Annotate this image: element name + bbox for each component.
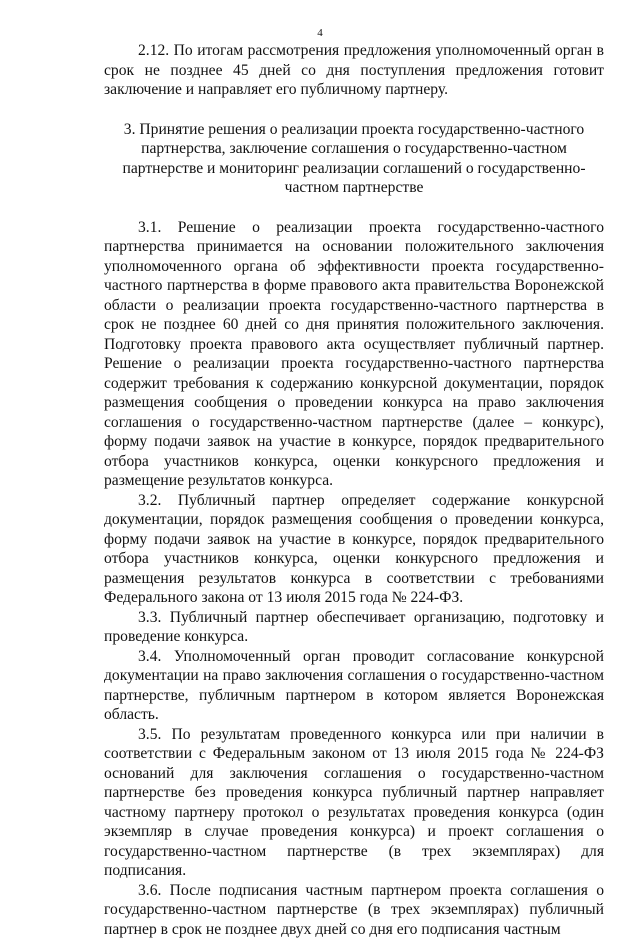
paragraph-3-3: 3.3. Публичный партнер обеспечивает организацию, подготовку и проведение конкурса. [104,608,604,647]
page-number: 4 [0,26,640,40]
paragraph-3-5: 3.5. По результатам проведенного конкурса или при наличии в соответствии с Федеральным законом от 13 июля 2015 года № 224-ФЗ оснований для заключения соглашения о государственно-частном партнерстве без проведения конкурса публичный партнер направляет частному партнеру протокол о результатах проведения конкурса (один экземпляр в случае проведения конкурса) и проект соглашения о государственно-частном партнерстве (в трех экземплярах) для подписания. [104,725,604,881]
spacer [104,198,604,218]
spacer [104,100,604,120]
document-body [104,41,604,939]
paragraph-2-12: 2.12. По итогам рассмотрения предложения уполномоченный орган в срок не позднее 45 дней со дня поступления предложения готовит заключение и направляет его публичному партнеру. [104,41,604,100]
paragraph-3-4: 3.4. Уполномоченный орган проводит согласование конкурсной документации на право заключения соглашения о государственно-частном партнерстве, публичным партнером в котором является Воронежская область. [104,647,604,725]
paragraph-3-1: 3.1. Решение о реализации проекта государственно-частного партнерства принимается на основании положительного заключения уполномоченного органа об эффективности проекта государственно-частного партнерства в форме правового акта правительства Воронежской области о реализации проекта государственно-частного партнерства в срок не позднее 60 дней со дня принятия положительного заключения. Подготовку проекта правового акта осуществляет публичный партнер. Решение о реализации проекта государственно-частного партнерства содержит требования к содержанию конкурсной документации, порядок размещения сообщения о проведении конкурса на право заключения соглашения о государственно-частном партнерстве (далее – конкурс), форму подачи заявок на участие в конкурсе, порядок предварительного отбора участников конкурса, оценки конкурсного предложения и размещение результатов конкурса. [104,218,604,491]
section-3-heading: 3. Принятие решения о реализации проекта государственно-частного партнерства, заключение соглашения о государственно-частном партнерстве и мониторинг реализации соглашений о государственно-частном партнерстве [104,120,604,198]
paragraph-3-6: 3.6. После подписания частным партнером проекта соглашения о государственно-частном партнерстве (в трех экземплярах) публичный партнер в срок не позднее двух дней со дня его подписания частным [104,881,604,939]
paragraph-3-2: 3.2. Публичный партнер определяет содержание конкурсной документации, порядок размещения сообщения о проведении конкурса, форму подачи заявок на участие в конкурсе, порядок предварительного отбора участников конкурса, оценки конкурсного предложения и размещения результатов конкурса в соответствии с требованиями Федерального закона от 13 июля 2015 года № 224-ФЗ. [104,491,604,608]
